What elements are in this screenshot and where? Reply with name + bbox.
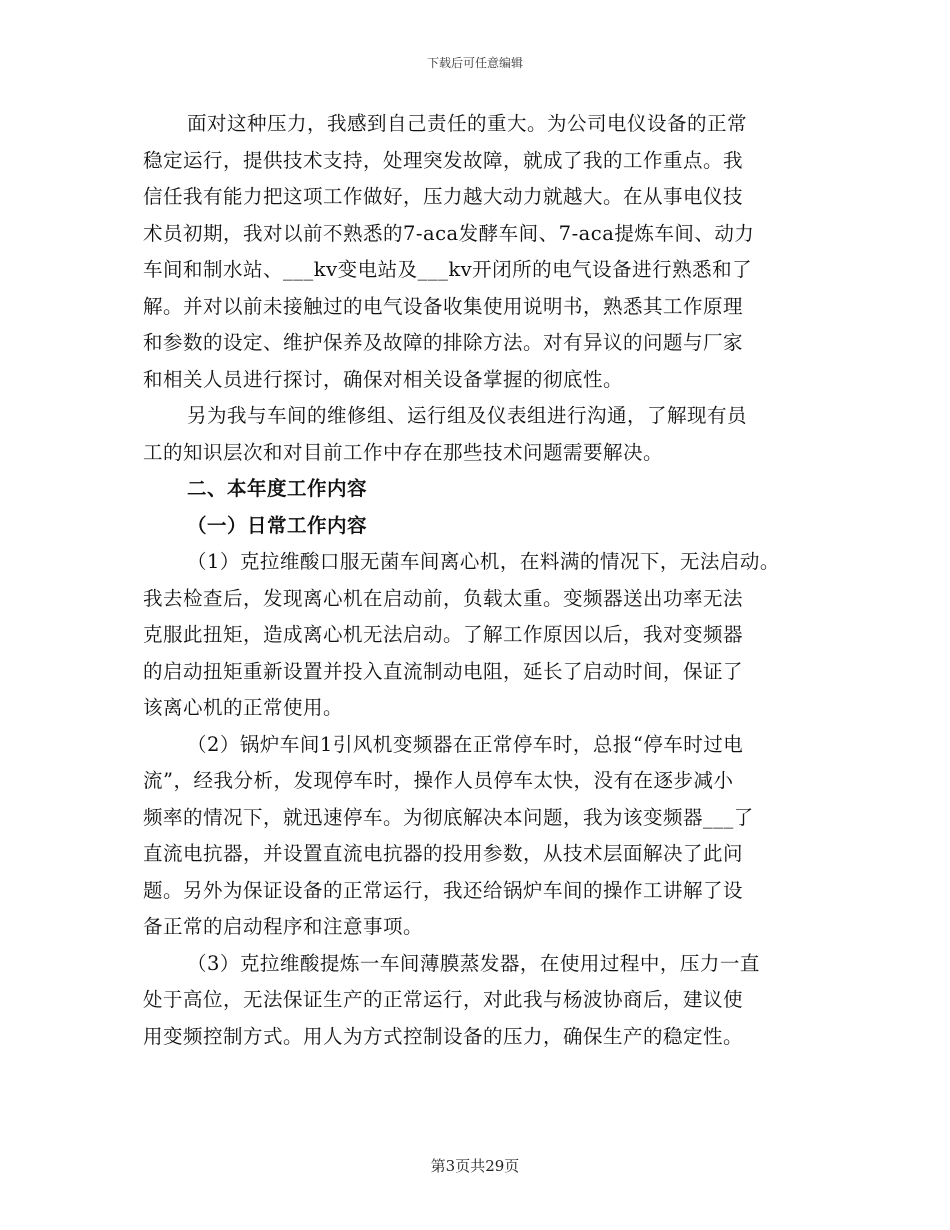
text-line: 和参数的设定、维护保养及故障的排除方法。对有异议的问题与厂家 — [143, 331, 744, 354]
text-line: 稳定运行，提供技术支持，处理突发故障，就成了我的工作重点。我 — [143, 148, 744, 172]
text-line: 用变频控制方式。用人为方式控制设备的压力，确保生产的稳定性。 — [143, 1024, 744, 1048]
page-footer: 第3页共29页 — [430, 1157, 520, 1175]
page-header: 下载后可任意编辑 — [426, 56, 523, 70]
text-line: 术员初期，我对以前不熟悉的7-aca发酵车间、7-aca提炼车间、动力 — [143, 221, 755, 245]
text-line: 车间和制水站、___kv变电站及___kv开闭所的电气设备进行熟悉和了 — [143, 258, 753, 281]
text-line: 频率的情况下，就迅速停车。为彻底解决本问题，我为该变频器___了 — [143, 805, 754, 829]
text-line: 另为我与车间的维修组、运行组及仪表组进行沟通，了解现有员 — [187, 404, 748, 427]
text-line: 题。另外为保证设备的正常运行，我还给锅炉车间的操作工讲解了设 — [143, 878, 744, 902]
text-line: 和相关人员进行探讨，确保对相关设备掌握的彻底性。 — [143, 367, 624, 391]
text-line: 直流电抗器，并设置直流电抗器的投用参数，从技术层面解决了此问 — [143, 842, 744, 865]
text-line: 解。并对以前未接触过的电气设备收集使用说明书，熟悉其工作原理 — [143, 294, 744, 318]
text-line: 备正常的启动程序和注意事项。 — [143, 915, 424, 938]
text-line: 处于高位，无法保证生产的正常运行，对此我与杨波协商后，建议使 — [143, 988, 744, 1011]
text-line: （3）克拉维酸提炼一车间薄膜蒸发器，在使用过程中，压力一直 — [187, 951, 760, 975]
text-line: 工的知识层次和对目前工作中存在那些技术问题需要解决。 — [143, 440, 664, 464]
text-line: 信任我有能力把这项工作做好，压力越大动力就越大。在从事电仪技 — [143, 185, 744, 208]
text-line: 面对这种压力，我感到自己责任的重大。为公司电仪设备的正常 — [187, 112, 748, 135]
text-line: 的启动扭矩重新设置并投入直流制动电阻，延长了启动时间，保证了 — [143, 659, 744, 683]
section-heading: 二、本年度工作内容 — [187, 477, 368, 500]
text-line: 我去检查后，发现离心机在启动前，负载太重。变频器送出功率无法 — [143, 586, 744, 610]
text-line: 克服此扭矩，造成离心机无法启动。了解工作原因以后，我对变频器 — [143, 623, 744, 646]
document-body — [143, 106, 823, 1055]
section-heading: （一）日常工作内容 — [187, 513, 368, 537]
text-line: 该离心机的正常使用。 — [143, 696, 344, 719]
text-line: 流”，经我分析，发现停车时，操作人员停车太快，没有在逐步减小 — [143, 769, 734, 792]
text-line: （2）锅炉车间1引风机变频器在正常停车时，总报“停车时过电 — [187, 732, 744, 756]
text-line: （1）克拉维酸口服无菌车间离心机，在料满的情况下，无法启动。 — [187, 550, 780, 573]
